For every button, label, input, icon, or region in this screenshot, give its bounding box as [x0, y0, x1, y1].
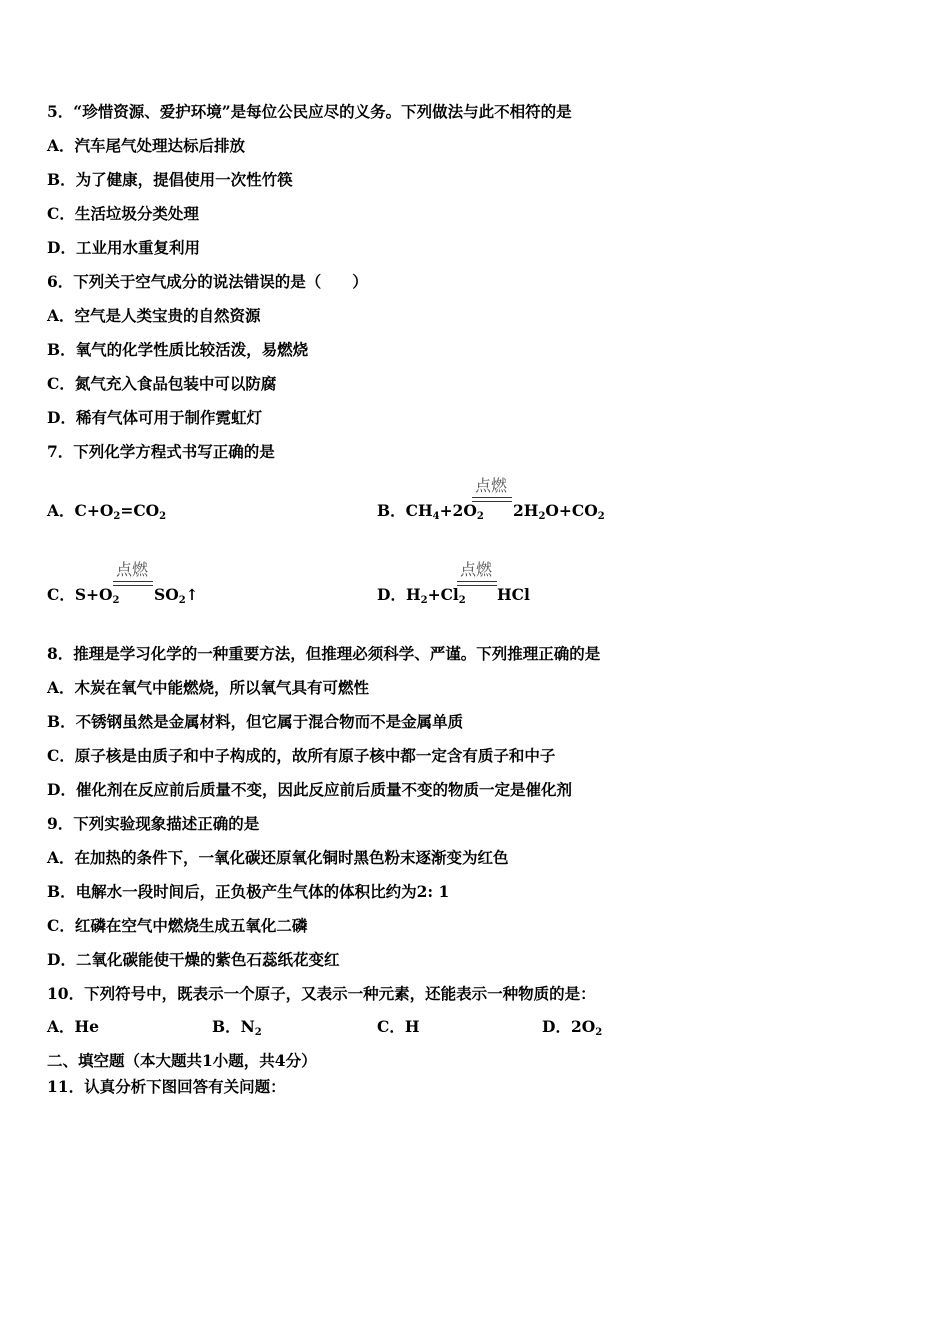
q10-option-c: C．H: [377, 1017, 420, 1036]
q7-option-b: B．$CH_4+2O_2$: [377, 501, 484, 522]
q7-b-equals-sign: [472, 497, 512, 502]
q7-option-d: D．$H_2+Cl_2$: [377, 585, 466, 606]
q5-option-b: B．为了健康，提倡使用一次性竹筷: [47, 170, 293, 189]
q6-option-b: B．氧气的化学性质比较活泼，易燃烧: [47, 340, 309, 359]
q6-option-d: D．稀有气体可用于制作霓虹灯: [47, 408, 262, 427]
q5-option-d: D．工业用水重复利用: [47, 238, 200, 257]
q9-option-c: C．红磷在空气中燃烧生成五氧化二磷: [47, 916, 308, 935]
section-2-heading: 二、填空题（本大题共1小题，共4分）: [47, 1051, 317, 1070]
q10-option-a: A．He: [47, 1017, 100, 1036]
q7-b-condition: 点燃: [474, 476, 507, 495]
q10-option-b: B．$N_2$: [212, 1017, 262, 1038]
q7-d-equals-sign: [457, 581, 497, 586]
q9-stem: 9．下列实验现象描述正确的是: [47, 814, 260, 833]
q5-option-c: C．生活垃圾分类处理: [47, 204, 199, 223]
q10-option-d: D．$2O_2$: [542, 1017, 603, 1038]
q8-option-d: D．催化剂在反应前后质量不变，因此反应前后质量不变的物质一定是催化剂: [47, 780, 572, 799]
q7-c-condition: 点燃: [115, 560, 148, 579]
q7-option-c: C．$S+O_2$: [47, 585, 120, 606]
q7-option-a: A．$C+O_2=CO_2$: [47, 501, 167, 522]
q9-option-a: A．在加热的条件下，一氧化碳还原氧化铜时黑色粉末逐渐变为红色: [47, 848, 509, 867]
q7-option-d-products: HCl: [497, 585, 530, 604]
q8-stem: 8．推理是学习化学的一种重要方法，但推理必须科学、严谨。下列推理正确的是: [47, 644, 601, 663]
q8-option-b: B．不锈钢虽然是金属材料，但它属于混合物而不是金属单质: [47, 712, 464, 731]
q7-option-c-products: $SO_2↑$: [154, 585, 199, 606]
q7-c-equals-sign: [113, 581, 153, 586]
q7-d-condition: 点燃: [459, 560, 492, 579]
q6-option-a: A．空气是人类宝贵的自然资源: [47, 306, 261, 325]
q9-option-d: D．二氧化碳能使干燥的紫色石蕊纸花变红: [47, 950, 340, 969]
q7-stem: 7．下列化学方程式书写正确的是: [47, 442, 275, 461]
q9-option-b: B．电解水一段时间后，正负极产生气体的体积比约为2: 1: [47, 882, 450, 901]
q7-option-b-products: $2H_2O+CO_2$: [513, 501, 605, 522]
q8-option-a: A．木炭在氧气中能燃烧，所以氧气具有可燃性: [47, 678, 370, 697]
q5-option-a: A．汽车尾气处理达标后排放: [47, 136, 246, 155]
q6-stem: 6．下列关于空气成分的说法错误的是（ ）: [47, 272, 368, 291]
q8-option-c: C．原子核是由质子和中子构成的，故所有原子核中都一定含有质子和中子: [47, 746, 556, 765]
q5-stem: 5．“珍惜资源、爱护环境”是每位公民应尽的义务。下列做法与此不相符的是: [47, 102, 572, 121]
q11-stem: 11．认真分析下图回答有关问题：: [47, 1077, 286, 1096]
q10-stem: 10．下列符号中，既表示一个原子，又表示一种元素，还能表示一种物质的是：: [47, 984, 596, 1003]
q6-option-c: C．氮气充入食品包装中可以防腐: [47, 374, 277, 393]
